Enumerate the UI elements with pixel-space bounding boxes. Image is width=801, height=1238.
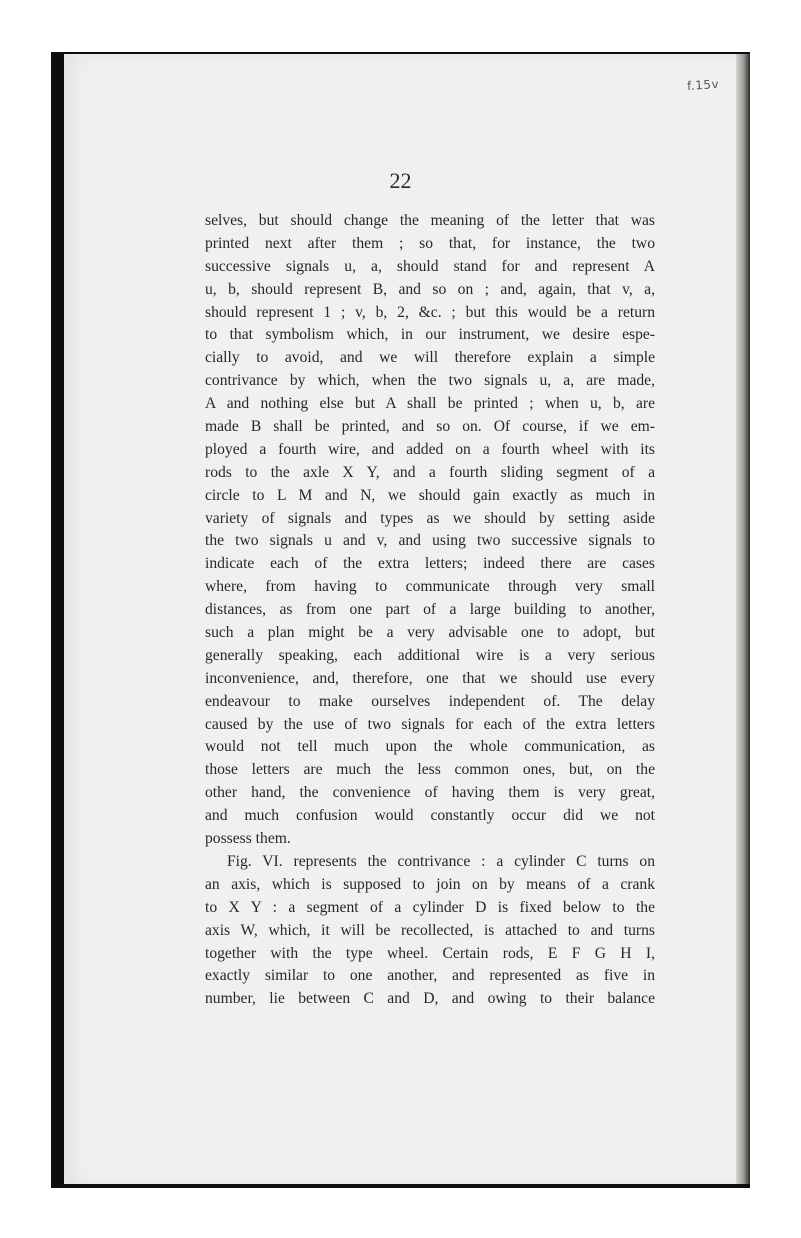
text-line: together with the type wheel. Certain rods, E F G H I, (205, 944, 655, 962)
text-line: successive signals u, a, should stand for and represent A (205, 257, 655, 275)
text-line: number, lie between C and D, and owing to their balance (205, 990, 655, 1008)
text-line: distances, as from one part of a large building to another, (205, 601, 655, 619)
text-line: rods to the axle X Y, and a fourth sliding segment of a (205, 463, 655, 481)
text-line: caused by the use of two signals for each of the extra letters (205, 715, 655, 733)
text-line: indicate each of the extra letters; indeed there are cases (205, 555, 655, 573)
text-line: to that symbolism which, in our instrument, we desire espe- (205, 326, 655, 344)
text-line: should represent 1 ; v, b, 2, &c. ; but this would be a return (205, 303, 655, 321)
text-line: generally speaking, each additional wire is a very serious (205, 646, 655, 664)
text-line: selves, but should change the meaning of the letter that was (205, 212, 655, 229)
text-line: endeavour to make ourselves independent of. The delay (205, 692, 655, 710)
text-line: exactly similar to one another, and represented as five in (205, 967, 655, 985)
text-line: Fig. VI. represents the contrivance : a cylinder C turns on (227, 852, 655, 870)
text-line: such a plan might be a very advisable one to adopt, but (205, 624, 655, 642)
text-line: and much confusion would constantly occur did we not (205, 807, 655, 825)
text-line: contrivance by which, when the two signals u, a, are made, (205, 372, 655, 390)
text-line: u, b, should represent B, and so on ; and, again, that v, a, (205, 280, 655, 298)
text-line: those letters are much the less common ones, but, on the (205, 761, 655, 779)
text-line: the two signals u and v, and using two successive signals to (205, 532, 655, 550)
text-line: A and nothing else but A shall be printed ; when u, b, are (205, 395, 655, 413)
binding-edge (736, 54, 750, 1184)
text-line: an axis, which is supposed to join on by means of a crank (205, 875, 655, 893)
text-line: made B shall be printed, and so on. Of course, if we em- (205, 418, 655, 436)
folio-annotation: f.15v (686, 76, 720, 94)
text-line: ployed a fourth wire, and added on a fourth wheel with its (205, 440, 655, 458)
text-line: variety of signals and types as we should by setting aside (205, 509, 655, 527)
text-line: inconvenience, and, therefore, one that we should use every (205, 669, 655, 687)
text-line: circle to L M and N, we should gain exactly as much in (205, 486, 655, 504)
page-number: 22 (389, 168, 412, 193)
text-line: other hand, the convenience of having them is very great, (205, 784, 655, 802)
text-line: axis W, which, it will be recollected, is attached to and turns (205, 921, 655, 939)
text-line: where, from having to communicate through very small (205, 578, 655, 596)
text-line: would not tell much upon the whole communication, as (205, 738, 655, 756)
text-line: to X Y : a segment of a cylinder D is fixed below to the (205, 898, 655, 916)
text-line: possess them. (205, 830, 291, 848)
body-text (205, 210, 655, 1011)
text-line: printed next after them ; so that, for instance, the two (205, 234, 655, 252)
text-line: cially to avoid, and we will therefore explain a simple (205, 349, 655, 367)
